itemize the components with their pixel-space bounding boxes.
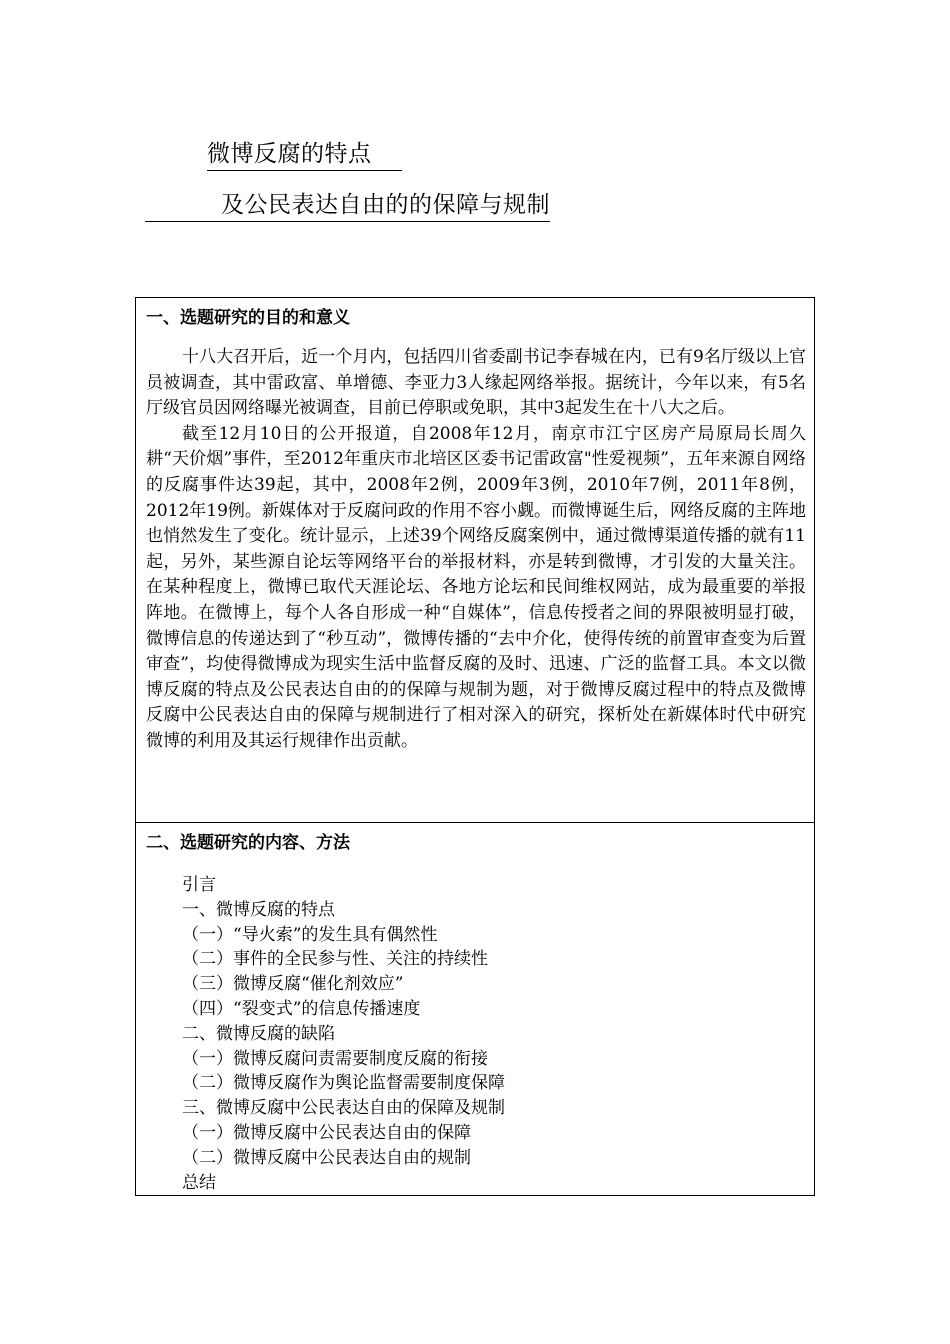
outline-item: （三）微博反腐“催化剂效应” xyxy=(182,974,404,995)
outline-list xyxy=(182,873,505,1195)
outline-item: （一）微博反腐问责需要制度反腐的衔接 xyxy=(182,1048,488,1069)
section-purpose-body xyxy=(146,345,806,755)
outline-item: （二）微博反腐中公民表达自由的规制 xyxy=(182,1147,471,1168)
outline-item: （二）事件的全民参与性、关注的持续性 xyxy=(182,949,488,970)
section-purpose-box xyxy=(135,297,815,823)
section-purpose-heading: 一、选题研究的目的和意义 xyxy=(146,308,350,328)
outline-item: （一）微博反腐中公民表达自由的保障 xyxy=(182,1122,471,1143)
paragraph: 十八大召开后，近一个月内，包括四川省委副书记李春城在内，已有9名厅级以上官员被调查，其中雷政富、单增德、李亚力3人缘起网络举报。据统计，今年以来，有5名厅级官员因网络曝光被调查，目前已停职或免职，其中3起发生在十八大之后。 xyxy=(146,347,806,419)
outline-item: （二）微博反腐作为舆论监督需要制度保障 xyxy=(182,1073,505,1094)
outline-item: （四）“裂变式”的信息传播速度 xyxy=(182,998,421,1019)
outline-item: 总结 xyxy=(182,1172,216,1193)
outline-item: （一）“导火索”的发生具有偶然性 xyxy=(182,924,438,945)
section-content-heading: 二、选题研究的内容、方法 xyxy=(146,833,350,853)
outline-item: 二、微博反腐的缺陷 xyxy=(182,1023,335,1044)
outline-item: 三、微博反腐中公民表达自由的保障及规制 xyxy=(182,1098,505,1119)
section-content-box xyxy=(135,822,815,1196)
title-line-1: 微博反腐的特点 xyxy=(207,135,402,171)
paragraph: 截至12月10日的公开报道，自2008年12月，南京市江宁区房产局原局长周久耕“天价烟”事件，至2012年重庆市北培区区委书记雷政富"性爱视频”，五年来源自网络的反腐事件达39起，其中，2008年2例，2009年3例，2010年7例，2011年8例，2012年19例。新媒体对于反腐问政的作用不容小觑。而微博诞生后，网络反腐的主阵地也悄然发生了变化。统计显示，上述39个网络反腐案例中，通过微博渠道传播的就有11起，另外，某些源自论坛等网络平台的举报材料，亦是转到微博，才引发的大量关注。在某种程度上，微博已取代天涯论坛、各地方论坛和民间维权网站，成为最重要的举报阵地。在微博上，每个人各自形成一种“自媒体”，信息传授者之间的界限被明显打破，微博信息的传递达到了“秒互动”，微博传播的“去中介化，使得传统的前置审查变为后置审查”，均使得微博成为现实生活中监督反腐的及时、迅速、广泛的监督工具。本文以微博反腐的特点及公民表达自由的的保障与规制为题，对于微博反腐过程中的特点及微博反腐中公民表达自由的保障与规制进行了相对深入的研究，探析处在新媒体时代中研究微博的利用及其运行规律作出贡献。 xyxy=(146,423,806,751)
title-line-2: 及公民表达自由的的保障与规制 xyxy=(145,186,550,222)
outline-item: 引言 xyxy=(182,875,216,895)
outline-item: 一、微博反腐的特点 xyxy=(182,899,335,920)
